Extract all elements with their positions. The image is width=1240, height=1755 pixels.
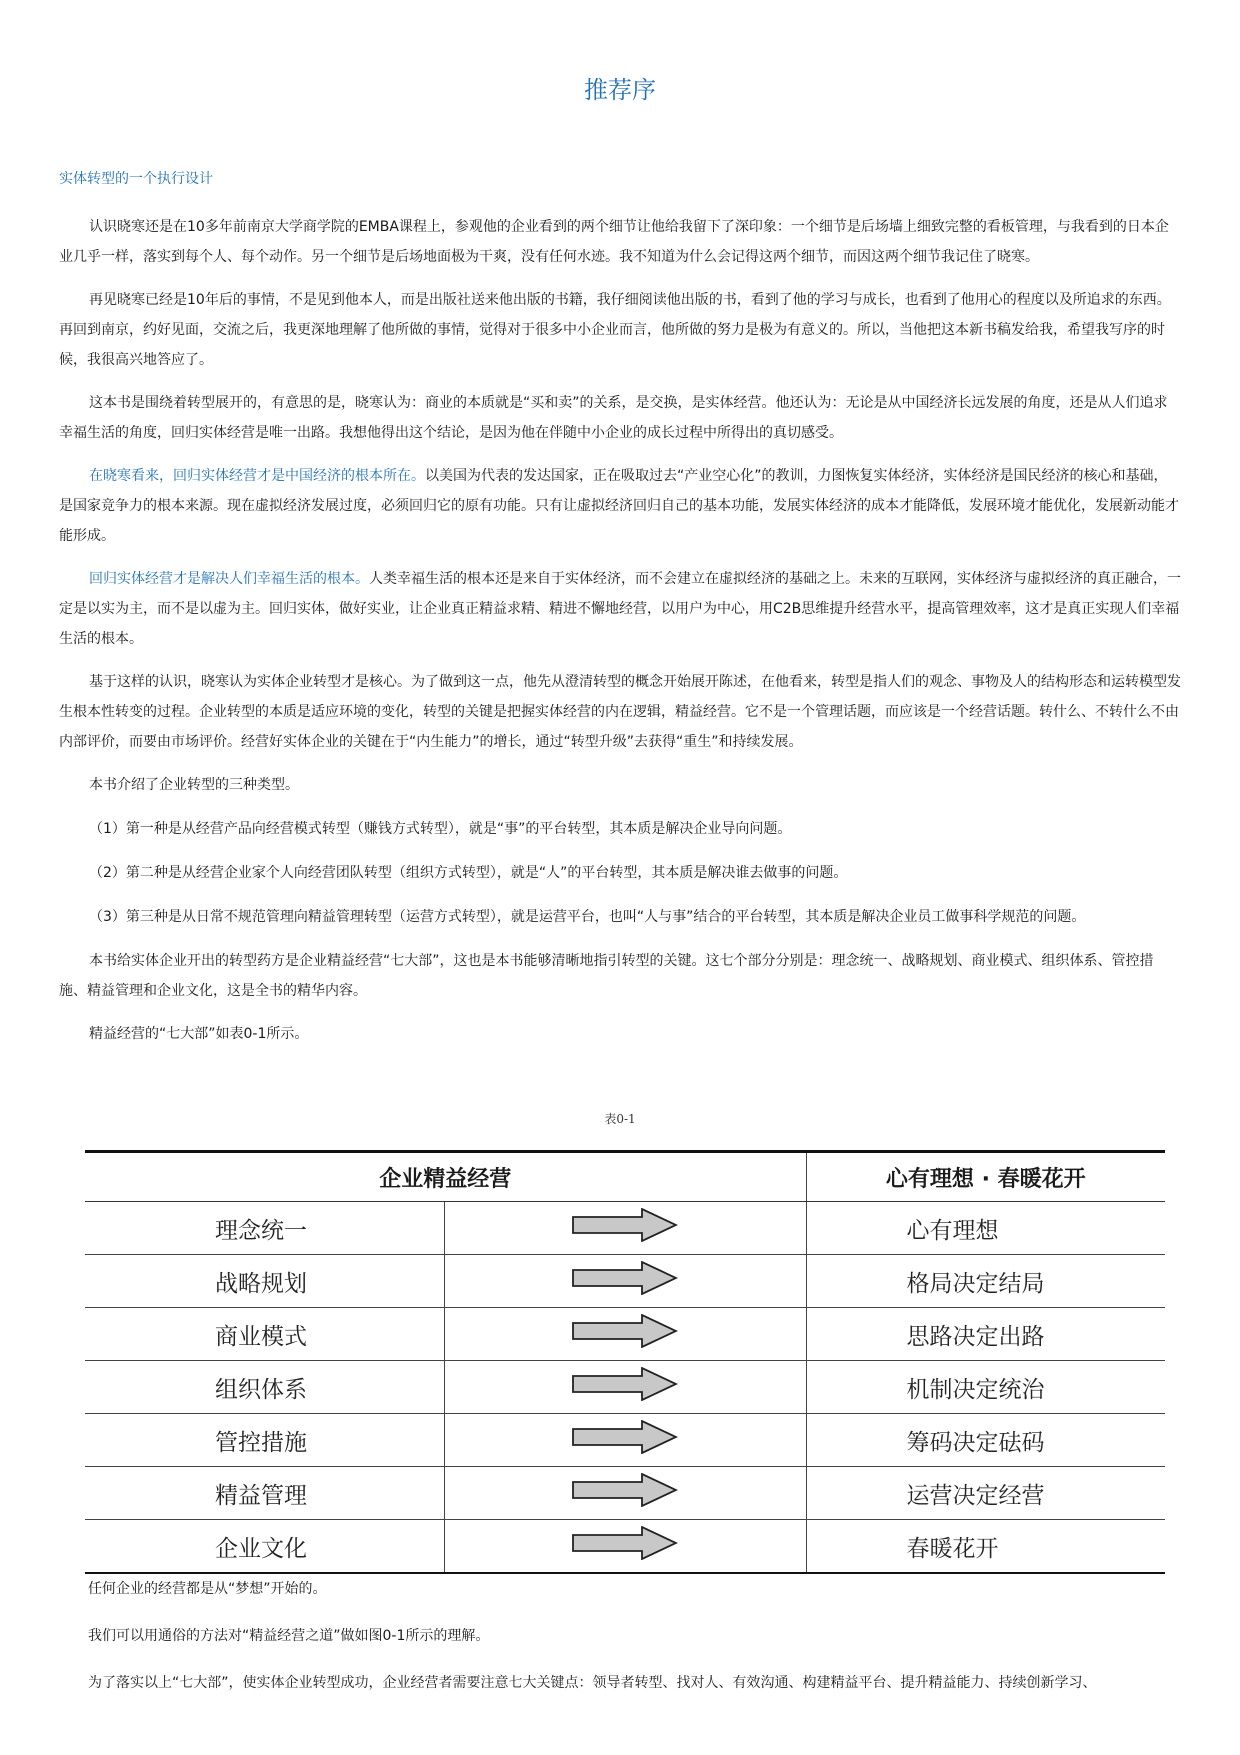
row-item-meaning: 思路决定出路 bbox=[806, 1308, 1165, 1361]
row-item-label: 组织体系 bbox=[85, 1361, 444, 1414]
row-item-meaning: 筹码决定砝码 bbox=[806, 1414, 1165, 1467]
right-arrow-icon bbox=[572, 1367, 678, 1401]
arrow-cell bbox=[444, 1467, 806, 1520]
right-arrow-icon bbox=[572, 1420, 678, 1454]
row-item-meaning: 春暖花开 bbox=[806, 1520, 1165, 1574]
table-row bbox=[85, 1202, 1165, 1255]
list-item: （3）第三种是从日常不规范管理向精益管理转型（运营方式转型），就是运营平台，也叫“人与事”结合的平台转型，其本质是解决企业员工做事科学规范的问题。 bbox=[89, 909, 1086, 925]
row-item-meaning: 机制决定统治 bbox=[806, 1361, 1165, 1414]
right-arrow-icon bbox=[572, 1314, 678, 1348]
table-row bbox=[85, 1520, 1165, 1574]
arrow-cell bbox=[444, 1361, 806, 1414]
right-arrow-icon bbox=[572, 1208, 678, 1242]
row-item-meaning: 心有理想 bbox=[806, 1202, 1165, 1255]
section-heading: 实体转型的一个执行设计 bbox=[59, 171, 213, 187]
table-header-left: 企业精益经营 bbox=[85, 1152, 806, 1202]
page-title: 推荐序 bbox=[584, 76, 656, 104]
row-item-label: 管控措施 bbox=[85, 1414, 444, 1467]
preface-body bbox=[59, 212, 1181, 1062]
arrow-cell bbox=[444, 1414, 806, 1467]
paragraph: 任何企业的经营都是从“梦想”开始的。 bbox=[88, 1581, 327, 1597]
paragraph: 基于这样的认识，晓寒认为实体企业转型才是核心。为了做到这一点，他先从澄清转型的概念开始展开陈述，在他看来，转型是指人们的观念、事物及人的结构形态和运转模型发生根本性转变的过程。企业转型的本质是适应环境的变化，转型的关键是把握实体经营的内在逻辑，精益经营。它不是一个管理话题，而应该是一个经营话题。转什么、不转什么不由内部评价，而要由市场评价。经营好实体企业的关键在于“内生能力”的增长，通过“转型升级”去获得“重生”和持续发展。 bbox=[59, 674, 1181, 750]
paragraph: 认识晓寒还是在10多年前南京大学商学院的EMBA课程上，参观他的企业看到的两个细节让他给我留下了深印象：一个细节是后场墙上细致完整的看板管理，与我看到的日本企业几乎一样，落实到每个人、每个动作。另一个细节是后场地面极为干爽，没有任何水迹。我不知道为什么会记得这两个细节，而因这两个细节我记住了晓寒。 bbox=[59, 219, 1169, 265]
seven-parts-table bbox=[85, 1150, 1165, 1574]
table-row bbox=[85, 1308, 1165, 1361]
paragraph-text: 人类幸福生活的根本还是来自于实体经济，而不会建立在虚拟经济的基础之上。未来的互联网，实体经济与虚拟经济的真正融合，一定是以实为主，而不是以虚为主。回归实体，做好实业，让企业真正精益求精、精进不懈地经营，以用户为中心，用C2B思维提升经营水平，提高管理效率，这才是真正实现人们幸福生活的根本。 bbox=[59, 571, 1181, 647]
row-item-label: 精益管理 bbox=[85, 1467, 444, 1520]
paragraph: 本书给实体企业开出的转型药方是企业精益经营“七大部”，这也是本书能够清晰地指引转型的关键。这七个部分分别是：理念统一、战略规划、商业模式、组织体系、管控措施、精益管理和企业文化，这是全书的精华内容。 bbox=[59, 953, 1154, 999]
row-item-meaning: 格局决定结局 bbox=[806, 1255, 1165, 1308]
table-row bbox=[85, 1255, 1165, 1308]
row-item-label: 商业模式 bbox=[85, 1308, 444, 1361]
row-item-label: 战略规划 bbox=[85, 1255, 444, 1308]
table-header-right: 心有理想 · 春暖花开 bbox=[806, 1152, 1165, 1202]
highlight-text: 回归实体经营才是解决人们幸福生活的根本。 bbox=[89, 571, 369, 587]
row-item-label: 理念统一 bbox=[85, 1202, 444, 1255]
paragraph-text: 以美国为代表的发达国家，正在吸取过去“产业空心化”的教训，力图恢复实体经济，实体经济是国民经济的核心和基础，是国家竞争力的根本来源。现在虚拟经济发展过度，必须回归它的原有功能。只有让虚拟经济回归自己的基本功能，发展实体经济的成本才能降低，发展环境才能优化，发展新动能才能形成。 bbox=[59, 468, 1179, 544]
right-arrow-icon bbox=[572, 1473, 678, 1507]
paragraph bbox=[59, 564, 1181, 654]
paragraph: 这本书是围绕着转型展开的，有意思的是，晓寒认为：商业的本质就是“买和卖”的关系，是交换，是实体经营。他还认为：无论是从中国经济长远发展的角度，还是从人们追求幸福生活的角度，回归实体经营是唯一出路。我想他得出这个结论，是因为他在伴随中小企业的成长过程中所得出的真切感受。 bbox=[59, 395, 1168, 441]
paragraph: 再见晓寒已经是10年后的事情，不是见到他本人，而是出版社送来他出版的书籍，我仔细阅读他出版的书，看到了他的学习与成长，也看到了他用心的程度以及所追求的东西。再回到南京，约好见面，交流之后，我更深地理解了他所做的事情，觉得对于很多中小企业而言，他所做的努力是极为有意义的。所以，当他把这本新书稿发给我，希望我写序的时候，我很高兴地答应了。 bbox=[59, 292, 1171, 368]
arrow-cell bbox=[444, 1255, 806, 1308]
arrow-cell bbox=[444, 1202, 806, 1255]
paragraph: 我们可以用通俗的方法对“精益经营之道”做如图0-1所示的理解。 bbox=[88, 1628, 490, 1644]
after-table-text bbox=[88, 1574, 1180, 1715]
table-row bbox=[85, 1414, 1165, 1467]
list-item: （1）第一种是从经营产品向经营模式转型（赚钱方式转型），就是“事”的平台转型，其本质是解决企业导向问题。 bbox=[89, 821, 792, 837]
highlight-text: 在晓寒看来，回归实体经营才是中国经济的根本所在。 bbox=[89, 468, 425, 484]
paragraph: 精益经营的“七大部”如表0-1所示。 bbox=[89, 1026, 309, 1042]
table-caption: 表0-1 bbox=[604, 1112, 636, 1126]
table-row bbox=[85, 1467, 1165, 1520]
paragraph: 为了落实以上“七大部”，使实体企业转型成功，企业经营者需要注意七大关键点：领导者转型、找对人、有效沟通、构建精益平台、提升精益能力、持续创新学习、 bbox=[88, 1675, 1097, 1691]
list-item: （2）第二种是从经营企业家个人向经营团队转型（组织方式转型），就是“人”的平台转型，其本质是解决谁去做事的问题。 bbox=[89, 865, 848, 881]
table-row bbox=[85, 1361, 1165, 1414]
paragraph bbox=[59, 461, 1181, 551]
right-arrow-icon bbox=[572, 1261, 678, 1295]
row-item-label: 企业文化 bbox=[85, 1520, 444, 1574]
arrow-cell bbox=[444, 1520, 806, 1574]
row-item-meaning: 运营决定经营 bbox=[806, 1467, 1165, 1520]
paragraph: 本书介绍了企业转型的三种类型。 bbox=[89, 777, 299, 793]
arrow-cell bbox=[444, 1308, 806, 1361]
right-arrow-icon bbox=[572, 1526, 678, 1560]
